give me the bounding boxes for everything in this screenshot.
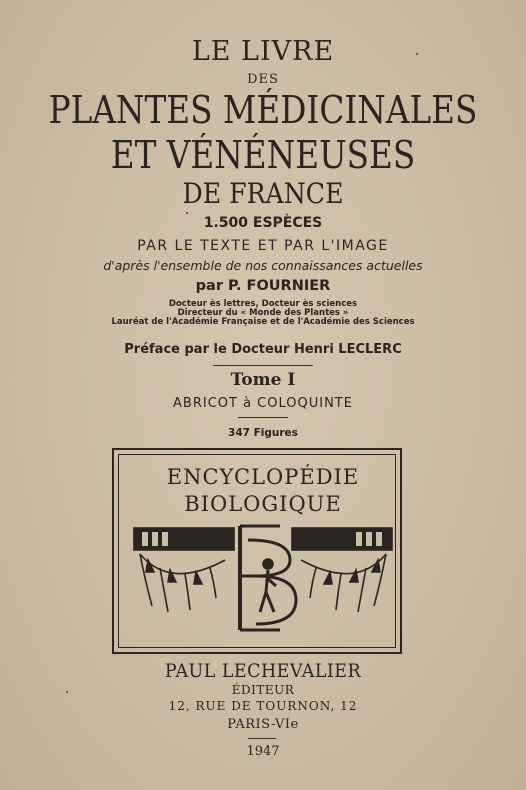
author-credential: Docteur ès lettres, Docteur ès sciences <box>168 299 358 309</box>
volume-range: ABRICOT à COLOQUINTE <box>173 396 353 411</box>
title-line-veneneuses: ET VÉNÉNEUSES <box>110 133 416 177</box>
publication-year: 1947 <box>246 744 280 759</box>
series-title-line2: BIOLOGIQUE <box>184 492 342 516</box>
subtitle-text-image: PAR LE TEXTE ET PAR L'IMAGE <box>137 238 389 254</box>
paper-speck <box>66 691 68 693</box>
publisher-role: ÉDITEUR <box>231 683 295 697</box>
publisher-name: PAUL LECHEVALIER <box>164 660 362 682</box>
divider-rule <box>213 365 313 366</box>
subtitle-knowledge: d'après l'ensemble de nos connaissances actuelles <box>103 258 423 273</box>
author-byline: par P. FOURNIER <box>195 278 331 294</box>
preface-credit: Préface par le Docteur Henri LECLERC <box>124 342 402 357</box>
series-title-line1: ENCYCLOPÉDIE <box>166 465 360 489</box>
publisher-address: 12, RUE DE TOURNON, 12 <box>168 699 358 713</box>
publisher-city: PARIS-VIe <box>227 717 299 732</box>
divider-rule <box>248 738 276 739</box>
paper-speck <box>186 212 188 214</box>
divider-rule <box>238 417 288 418</box>
species-count: 1.500 ESPÈCES <box>203 215 323 231</box>
caduceus-wreath-monogram-icon <box>130 520 396 644</box>
volume-number: Tome I <box>230 370 296 390</box>
title-line-plantes-medicinales: PLANTES MÉDICINALES <box>48 88 478 132</box>
title-line-de-france: DE FRANCE <box>182 177 344 210</box>
figure-count: 347 Figures <box>228 427 298 439</box>
title-line-des: DES <box>247 72 279 87</box>
author-credential: Directeur du « Monde des Plantes » <box>177 308 349 318</box>
title-line-le-livre: LE LIVRE <box>191 36 335 67</box>
paper-speck <box>416 53 418 55</box>
author-credential: Lauréat de l'Académie Française et de l'Académie des Sciences <box>111 317 415 327</box>
